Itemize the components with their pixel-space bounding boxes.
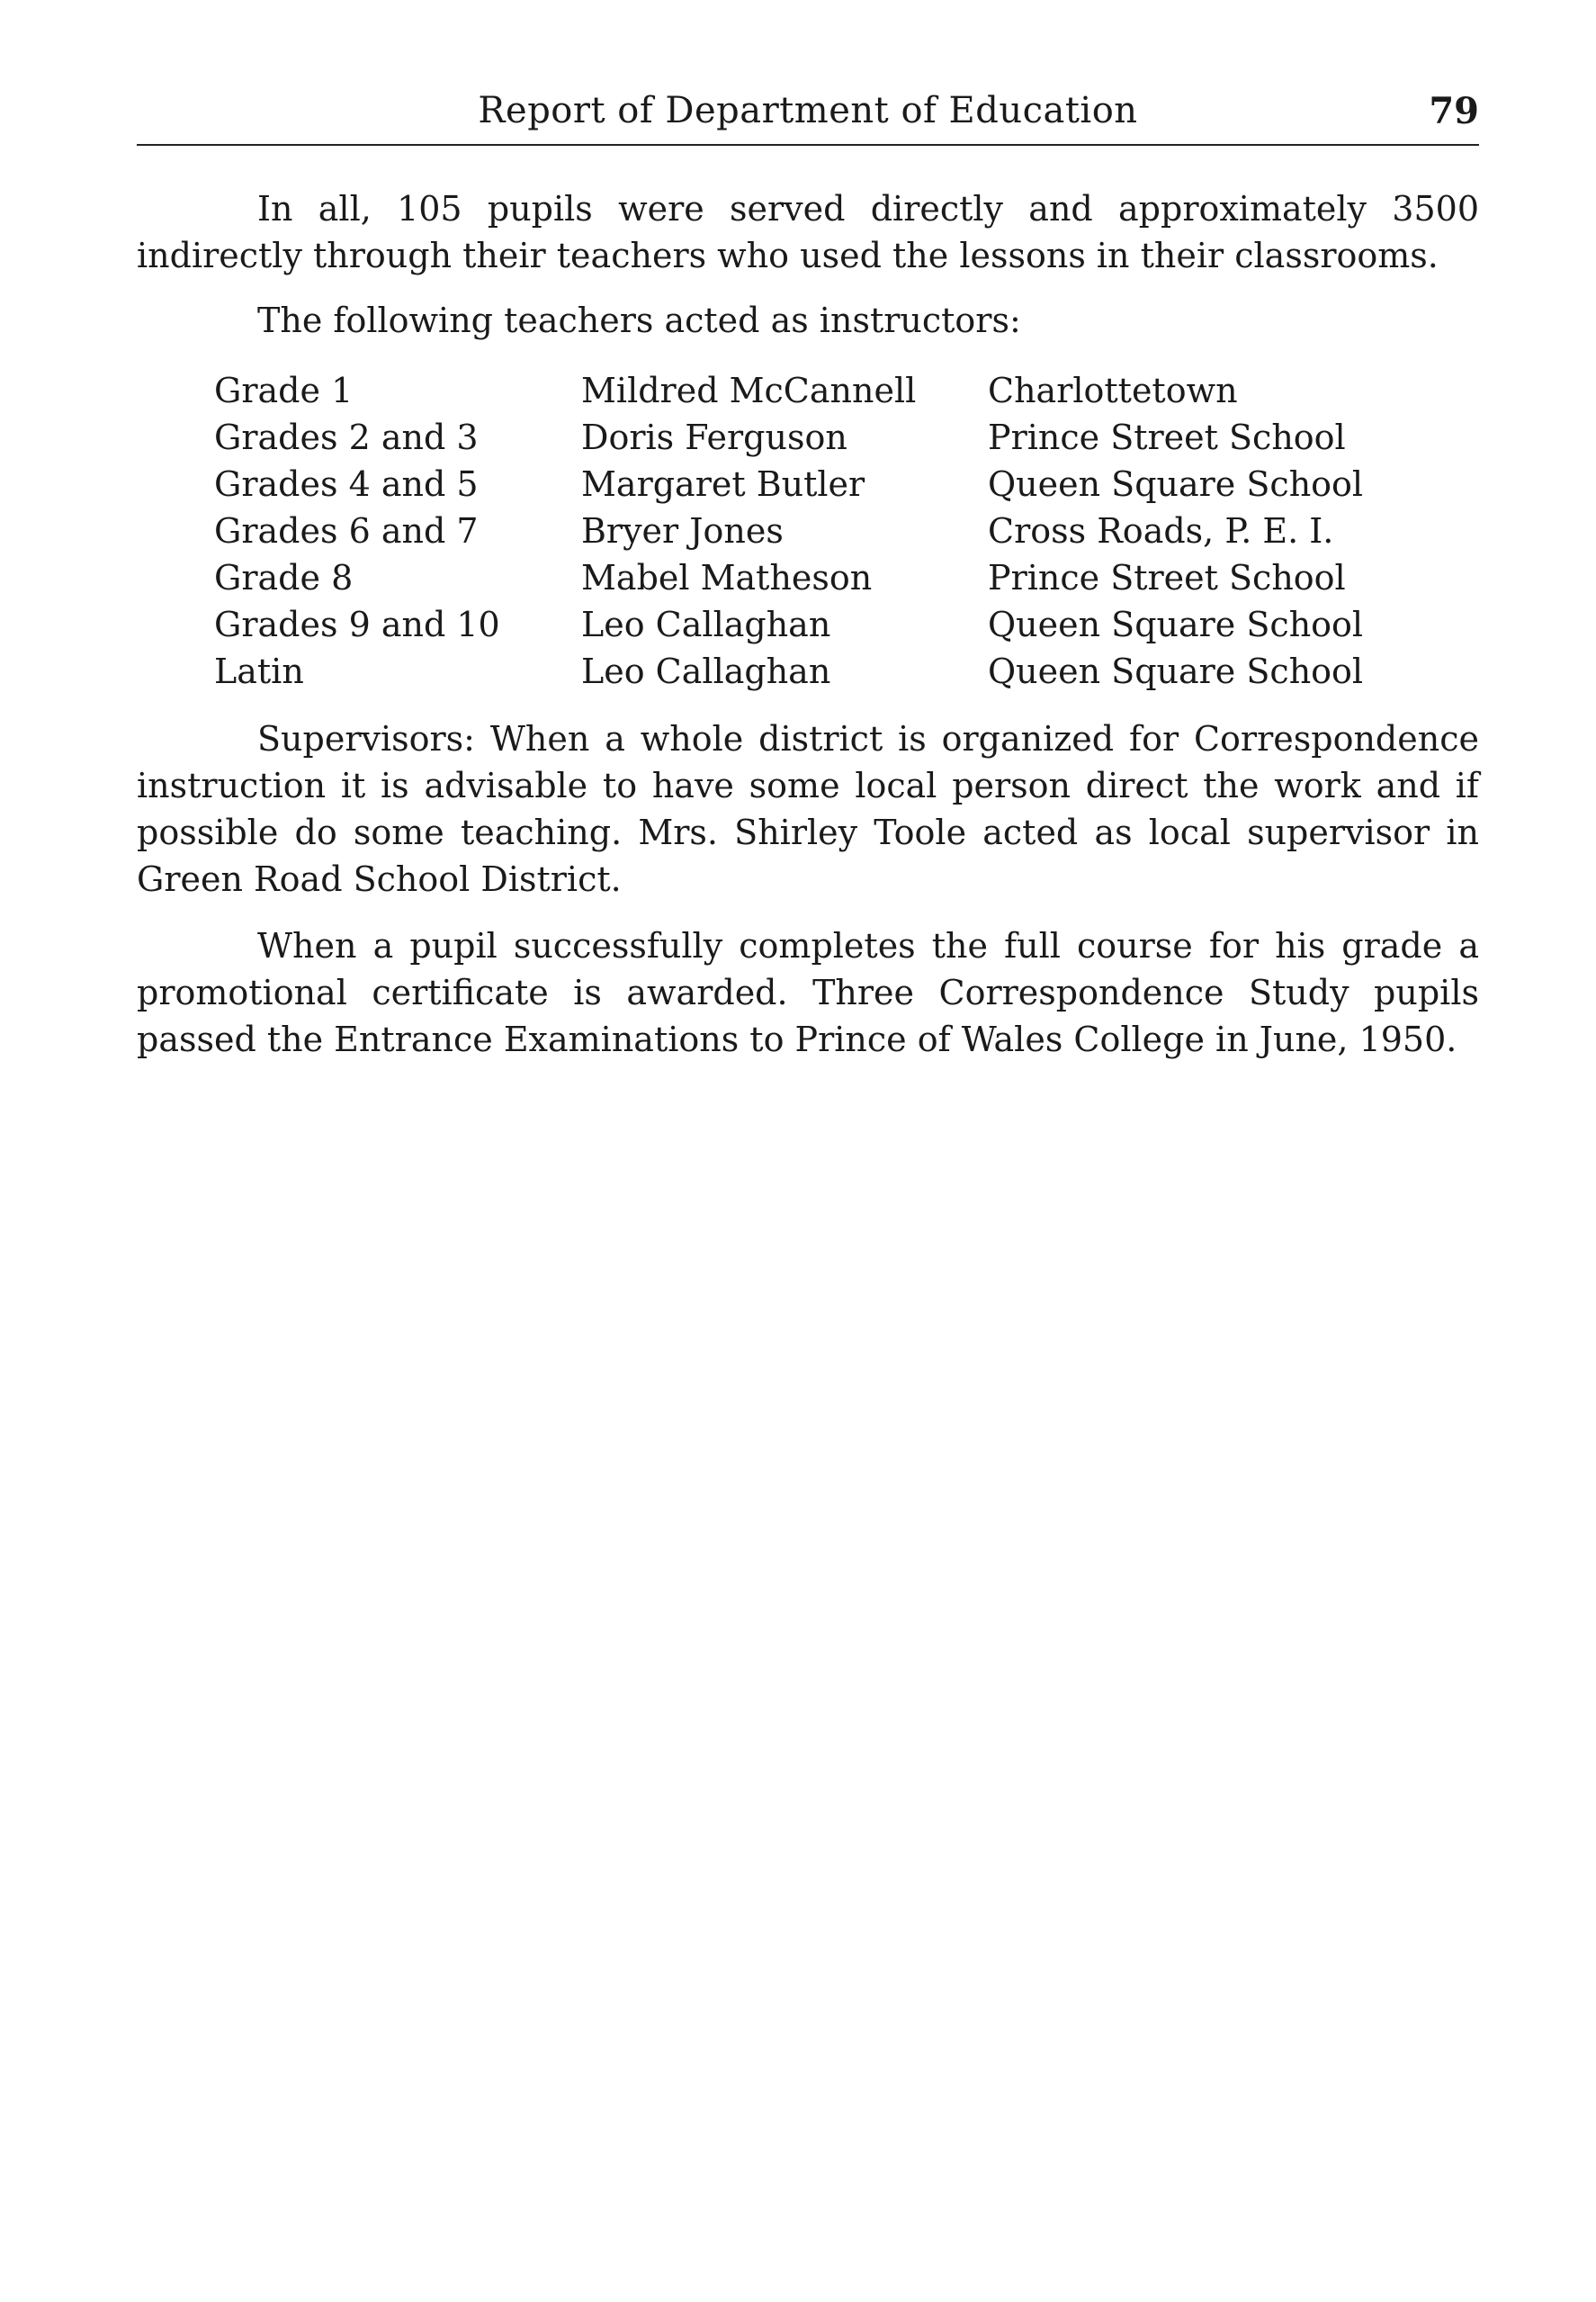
table-row — [214, 554, 1366, 601]
teacher-cell: Mildred McCannell — [581, 371, 917, 410]
school-cell: Prince Street School — [988, 558, 1346, 598]
grade-cell: Grade 1 — [214, 371, 354, 410]
paragraph-instructors-intro: The following teachers acted as instructors: — [257, 301, 1021, 340]
grade-cell: Grades 9 and 10 — [214, 605, 500, 644]
school-cell: Queen Square School — [988, 464, 1364, 504]
table-row — [214, 461, 1366, 508]
school-cell: Charlottetown — [988, 371, 1238, 410]
teacher-cell: Leo Callaghan — [581, 605, 831, 644]
running-header — [137, 90, 1479, 146]
table-row — [214, 367, 1366, 414]
instructors-table — [214, 367, 1366, 695]
grade-cell: Grades 6 and 7 — [214, 511, 479, 551]
grade-cell: Latin — [214, 652, 304, 691]
paragraph-supervisors: Supervisors: When a whole district is organized for Correspondence instruction it is advisable to have some local person direct the work and if possible do some teaching. Mrs. Shirley Toole acted as local supervisor in Green Road School District. — [137, 719, 1479, 899]
paragraph-pupils-served: In all, 105 pupils were served directly and approximately 3500 indirectly through their teachers who used the lessons in their classrooms. — [137, 189, 1479, 275]
school-cell: Cross Roads, P. E. I. — [988, 511, 1334, 551]
paragraph-promotional-certificate: When a pupil successfully completes the full course for his grade a promotional certificate is awarded. Three Correspondence Study pupils passed the Entrance Examinations to Prince of Wales College in June, 1950. — [137, 926, 1479, 1059]
teacher-cell: Doris Ferguson — [581, 418, 847, 457]
grade-cell: Grades 2 and 3 — [214, 418, 479, 457]
teacher-cell: Margaret Butler — [581, 464, 865, 504]
grade-cell: Grades 4 and 5 — [214, 464, 479, 504]
teacher-cell: Mabel Matheson — [581, 558, 873, 598]
table-row — [214, 508, 1366, 554]
teacher-cell: Leo Callaghan — [581, 652, 831, 691]
teacher-cell: Bryer Jones — [581, 511, 784, 551]
running-title: Report of Department of Education — [478, 90, 1138, 131]
school-cell: Queen Square School — [988, 652, 1364, 691]
table-row — [214, 414, 1366, 461]
table-row — [214, 648, 1366, 695]
table-row — [214, 601, 1366, 648]
school-cell: Prince Street School — [988, 418, 1346, 457]
page-number: 79 — [1429, 90, 1479, 132]
school-cell: Queen Square School — [988, 605, 1364, 644]
grade-cell: Grade 8 — [214, 558, 354, 598]
